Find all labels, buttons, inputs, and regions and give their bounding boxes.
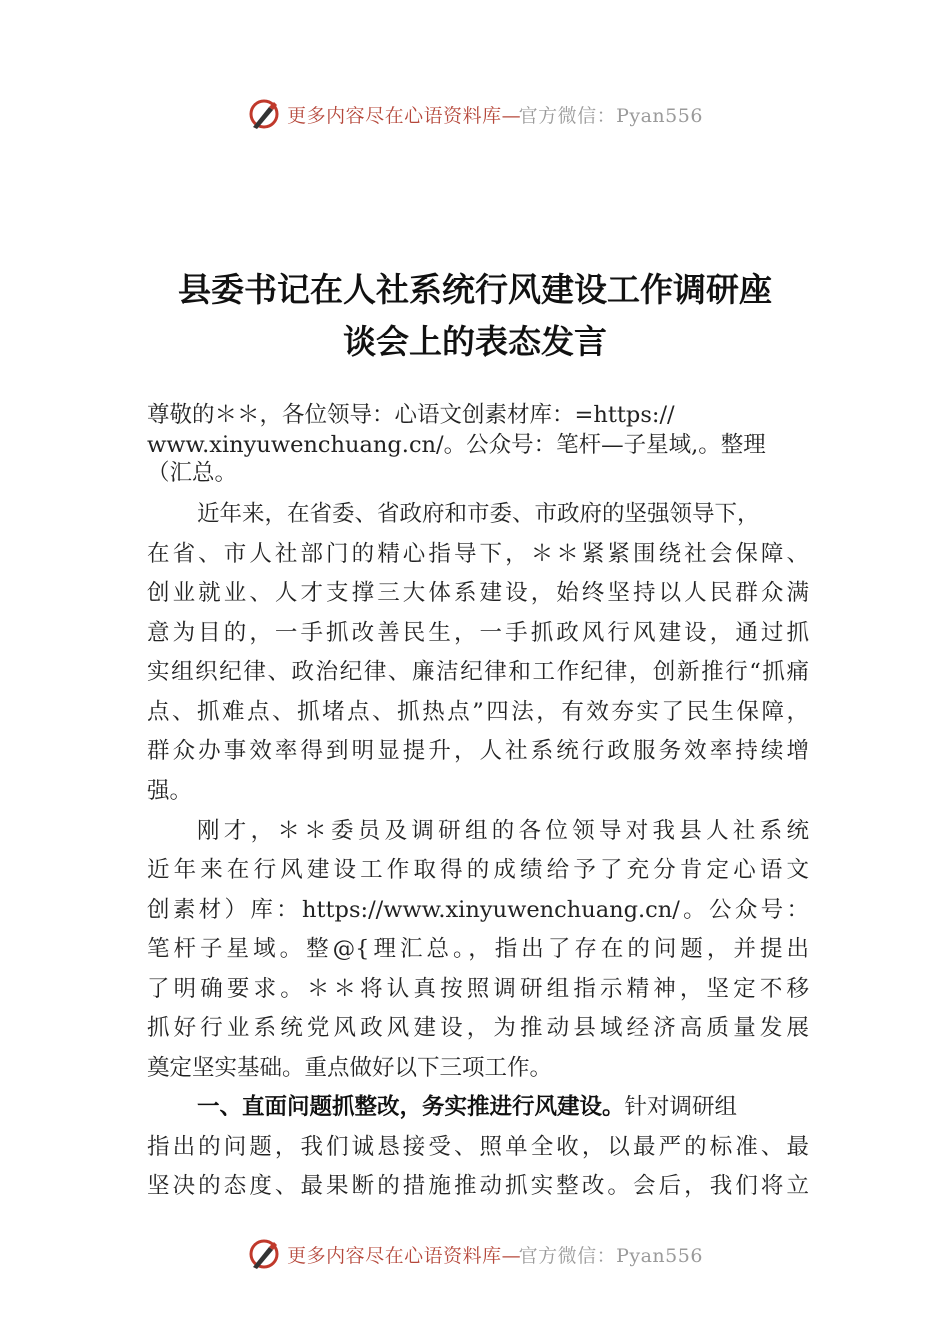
paragraph-line: 点、抓难点、抓堵点、抓热点”四法，有效夯实了民生保障， (147, 699, 809, 725)
paragraph-line: 近年来在行风建设工作取得的成绩给予了充分肯定心语文 (147, 857, 809, 883)
paragraph-line: 了明确要求。＊＊将认真按照调研组指示精神，坚定不移 (147, 976, 809, 1002)
section-heading-rest: 针对调研组 (624, 1094, 738, 1120)
header-banner-text (287, 101, 703, 128)
paragraph-line: 群众办事效率得到明显提升，人社系统行政服务效率持续增 (147, 738, 809, 764)
paragraph-line: 强。 (147, 778, 193, 804)
banner-dash: — (501, 104, 519, 127)
paragraph-line: 笔杆子星域。整@{理汇总。，指出了存在的问题，并提出 (147, 936, 809, 962)
banner-main-text: 更多内容尽在心语资料库 (287, 1244, 502, 1267)
greeting-line: 尊敬的＊＊，各位领导：心语文创素材库：=https:// (147, 402, 675, 428)
paragraph-line: 指出的问题，我们诚恳接受、照单全收，以最严的标准、最 (147, 1134, 809, 1160)
paragraph-line: 奠定坚实基础。重点做好以下三项工作。 (147, 1055, 553, 1081)
greeting-line: www.xinyuwenchuang.cn/。公众号：笔杆—子星域,。整理 (147, 432, 766, 458)
header-watermark-banner (0, 94, 950, 134)
paragraph-line: 抓好行业系统党风政风建设，为推动县域经济高质量发展 (147, 1015, 809, 1041)
paragraph-line: 坚决的态度、最果断的措施推动抓实整改。会后，我们将立 (147, 1173, 809, 1199)
paragraph-line (197, 1089, 809, 1121)
paragraph-line: 刚才，＊＊委员及调研组的各位领导对我县人社系统 (197, 818, 809, 844)
document-title-line-1: 县委书记在人社系统行风建设工作调研座 (178, 270, 772, 309)
paragraph-line: 近年来，在省委、省政府和市委、市政府的坚强领导下， (197, 501, 760, 527)
banner-dash: — (501, 1244, 519, 1267)
paragraph-line: 在省、市人社部门的精心指导下，＊＊紧紧围绕社会保障、 (147, 541, 809, 567)
paragraph-line: 创业就业、人才支撑三大体系建设，始终坚持以人民群众满 (147, 580, 809, 606)
greeting-line: （汇总。 (147, 460, 238, 486)
pen-logo-icon (247, 1237, 281, 1271)
footer-watermark-banner (0, 1234, 950, 1274)
banner-wechat-text: 官方微信：Pyan556 (518, 104, 703, 127)
footer-banner-text (287, 1241, 703, 1268)
paragraph-line: 实组织纪律、政治纪律、廉洁纪律和工作纪律，创新推行“抓痛 (147, 659, 809, 685)
banner-wechat-text: 官方微信：Pyan556 (518, 1244, 703, 1267)
banner-main-text: 更多内容尽在心语资料库 (287, 104, 502, 127)
paragraph-line: 意为目的，一手抓改善民生，一手抓政风行风建设，通过抓 (147, 620, 809, 646)
paragraph-line: 创素材）库：https://www.xinyuwenchuang.cn/。公众号： (147, 897, 809, 923)
document-title-line-2: 谈会上的表态发言 (343, 322, 607, 361)
section-heading: 一、直面问题抓整改，务实推进行风建设。 (197, 1094, 625, 1120)
pen-logo-icon (247, 97, 281, 131)
